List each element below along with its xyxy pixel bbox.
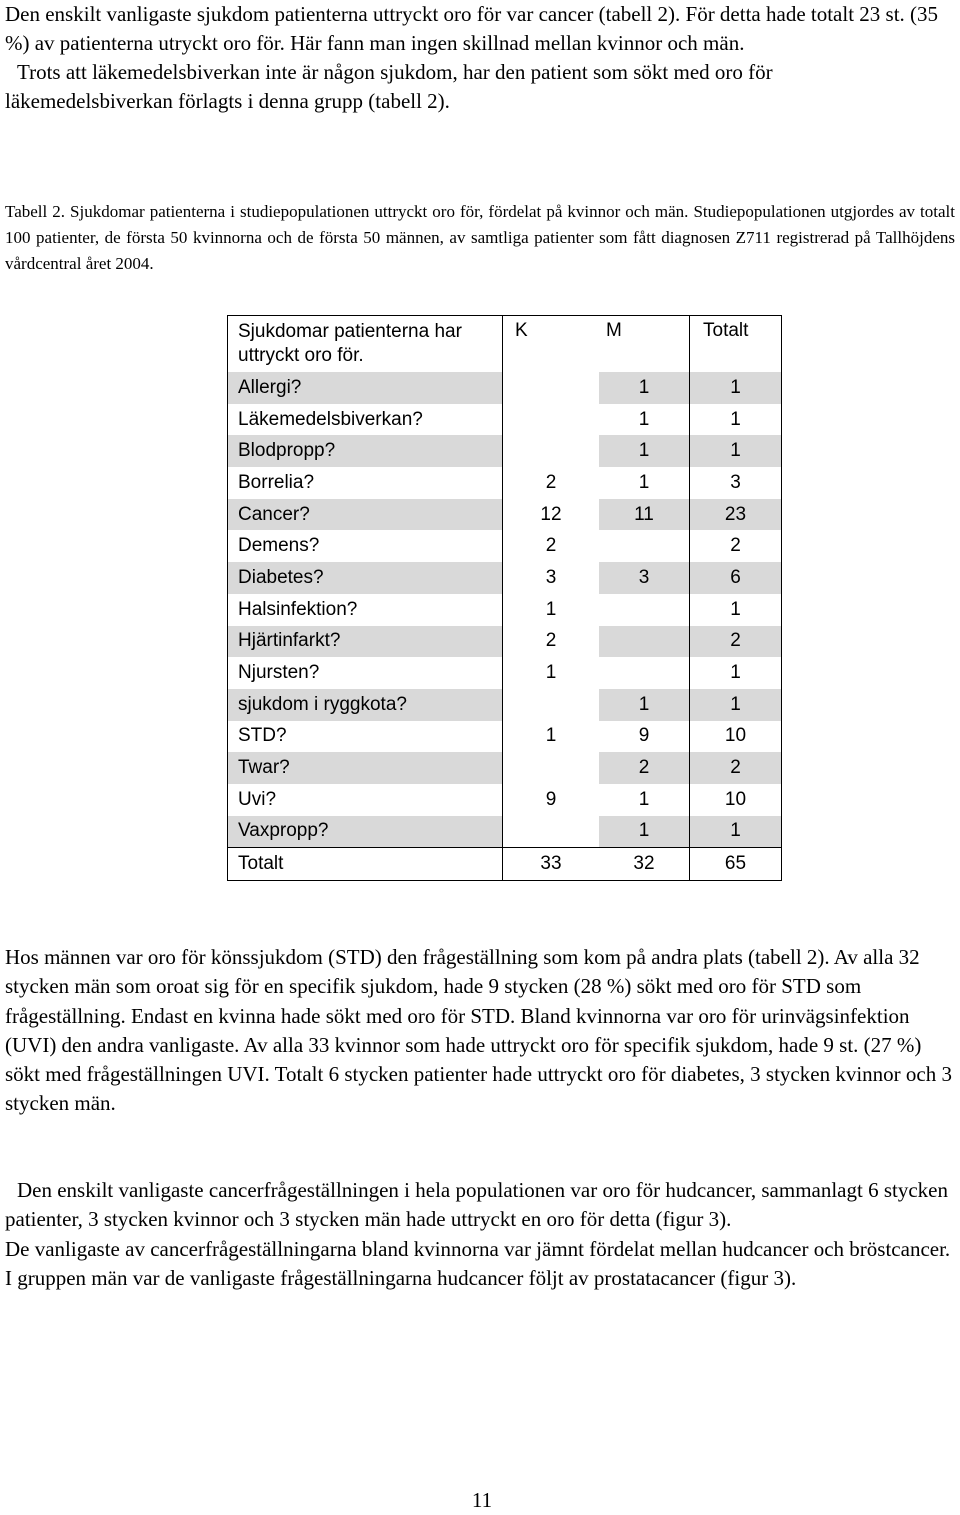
row-label: Cancer?	[228, 499, 503, 531]
table-row	[228, 626, 782, 658]
header-total: Totalt	[690, 316, 782, 373]
row-label: Allergi?	[228, 372, 503, 404]
row-m-value	[599, 626, 690, 658]
row-label: Demens?	[228, 530, 503, 562]
row-label: Läkemedelsbiverkan?	[228, 404, 503, 436]
row-total-value: 6	[690, 562, 782, 594]
row-m-value: 1	[638, 788, 650, 810]
row-k-value	[503, 372, 600, 404]
row-m-value: 1	[599, 435, 690, 467]
header-label: Sjukdomar patienterna har uttryckt oro för.	[228, 316, 503, 373]
row-total-value: 2	[690, 530, 782, 562]
row-m-value: 1	[638, 408, 650, 430]
row-k-value: 9	[503, 784, 600, 816]
row-m-value: 1	[638, 471, 650, 493]
table-row	[228, 404, 782, 436]
table-row	[228, 657, 782, 689]
table-row	[228, 467, 782, 499]
row-k-value: 1	[503, 594, 600, 626]
row-m-value: 1	[599, 816, 690, 848]
total-m: 32	[599, 848, 690, 881]
row-total-value: 1	[690, 657, 782, 689]
bottom-paragraph-2: De vanligaste av cancerfrågeställningarna bland kvinnorna var jämnt fördelat mellan hudcancer och bröstcancer. I gruppen män var de vanligaste frågeställningarna hudcancer följt av prostatacancer (figur 3).	[5, 1236, 951, 1290]
table-total-row	[228, 848, 782, 881]
row-m-value: 1	[599, 372, 690, 404]
total-label: Totalt	[228, 848, 503, 881]
table-header-row	[228, 316, 782, 373]
row-label: Halsinfektion?	[228, 594, 503, 626]
row-total-value: 23	[690, 499, 782, 531]
row-k-value: 3	[503, 562, 600, 594]
row-k-value	[503, 752, 600, 784]
row-m-value: 2	[599, 752, 690, 784]
table-row	[228, 372, 782, 404]
header-k: K	[503, 316, 600, 373]
table-row	[228, 530, 782, 562]
table-row	[228, 499, 782, 531]
row-total-value: 10	[690, 784, 782, 816]
total-k: 33	[503, 848, 600, 881]
table-row	[228, 752, 782, 784]
row-total-value: 1	[690, 404, 782, 436]
row-k-value: 12	[503, 499, 600, 531]
row-k-value: 2	[503, 467, 600, 499]
row-k-value: 2	[503, 530, 600, 562]
row-label: Twar?	[228, 752, 503, 784]
bottom-paragraph-1: Den enskilt vanligaste cancerfrågeställningen i hela populationen var oro för hudcancer, sammanlagt 6 stycken patienter, 3 stycken kvinnor och 3 stycken män hade uttryckt en oro för detta (figur 3).	[5, 1178, 948, 1232]
table-row	[228, 816, 782, 848]
row-k-value: 1	[503, 657, 600, 689]
row-m-value	[599, 657, 690, 689]
table-row	[228, 689, 782, 721]
row-total-value: 1	[690, 372, 782, 404]
table-row	[228, 562, 782, 594]
row-m-value	[599, 530, 690, 562]
middle-text	[5, 943, 960, 1119]
row-m-value: 3	[599, 562, 690, 594]
row-label: Blodpropp?	[228, 435, 503, 467]
row-total-value: 2	[690, 752, 782, 784]
table-caption	[5, 199, 955, 277]
row-label: Borrelia?	[228, 467, 503, 499]
intro-text	[5, 0, 945, 116]
row-k-value	[503, 435, 600, 467]
row-total-value: 3	[690, 467, 782, 499]
row-label: Njursten?	[228, 657, 503, 689]
row-label: sjukdom i ryggkota?	[228, 689, 503, 721]
bottom-text	[5, 1176, 960, 1293]
row-m-value	[599, 594, 690, 626]
row-label: Diabetes?	[228, 562, 503, 594]
row-m-value: 9	[638, 725, 650, 747]
row-total-value: 2	[690, 626, 782, 658]
middle-paragraph-1: Hos männen var oro för könssjukdom (STD) den frågeställning som kom på andra plats (tabell 2). Av alla 32 stycken män som oroat sig för en specifik sjukdom, hade 9 stycken (28 %) sökt med oro för STD som frågeställning. Endast en kvinna hade sökt med oro för STD. Bland kvinnorna var oro för urinvägsinfektion (UVI) den andra vanligaste. Av alla 33 kvinnor som hade uttryckt oro för specifik sjukdom, hade 9 st. (27 %) sökt med frågeställningen UVI. Totalt 6 stycken patienter hade uttryckt oro för diabetes, 3 stycken kvinnor och 3 stycken män.	[5, 945, 952, 1116]
row-m-value: 11	[599, 499, 690, 531]
header-m: M	[599, 316, 690, 373]
disease-table	[227, 315, 782, 881]
row-label: Uvi?	[228, 784, 503, 816]
row-total-value: 1	[690, 816, 782, 848]
row-total-value: 1	[690, 689, 782, 721]
intro-paragraph-2: Trots att läkemedelsbiverkan inte är någon sjukdom, har den patient som sökt med oro för läkemedelsbiverkan förlagts i denna grupp (tabell 2).	[5, 60, 773, 113]
intro-paragraph-1: Den enskilt vanligaste sjukdom patienterna uttryckt oro för var cancer (tabell 2). För detta hade totalt 23 st. (35 %) av patienterna utryckt oro för. Här fann man ingen skillnad mellan kvinnor och män.	[5, 2, 939, 55]
row-total-value: 1	[690, 594, 782, 626]
table-row	[228, 721, 782, 753]
row-label: Vaxpropp?	[228, 816, 503, 848]
row-m-value: 1	[599, 689, 690, 721]
table-row	[228, 435, 782, 467]
row-k-value: 2	[503, 626, 600, 658]
table-caption-text: Tabell 2. Sjukdomar patienterna i studiepopulationen uttryckt oro för, fördelat på kvinnor och män. Studiepopulationen utgjordes av totalt 100 patienter, de första 50 kvinnorna och de första 50 männen, av samtliga patienter som fått diagnosen Z711 registrerad på Tallhöjdens vårdcentral året 2004.	[5, 202, 955, 273]
row-label: STD?	[228, 721, 503, 753]
row-k-value	[503, 816, 600, 848]
table-row	[228, 594, 782, 626]
row-label: Hjärtinfarkt?	[228, 626, 503, 658]
row-total-value: 10	[690, 721, 782, 753]
row-k-value	[503, 404, 600, 436]
total-t: 65	[690, 848, 782, 881]
page-number: 11	[471, 1488, 493, 1512]
row-k-value	[503, 689, 600, 721]
table-row	[228, 784, 782, 816]
row-k-value: 1	[503, 721, 600, 753]
row-total-value: 1	[690, 435, 782, 467]
